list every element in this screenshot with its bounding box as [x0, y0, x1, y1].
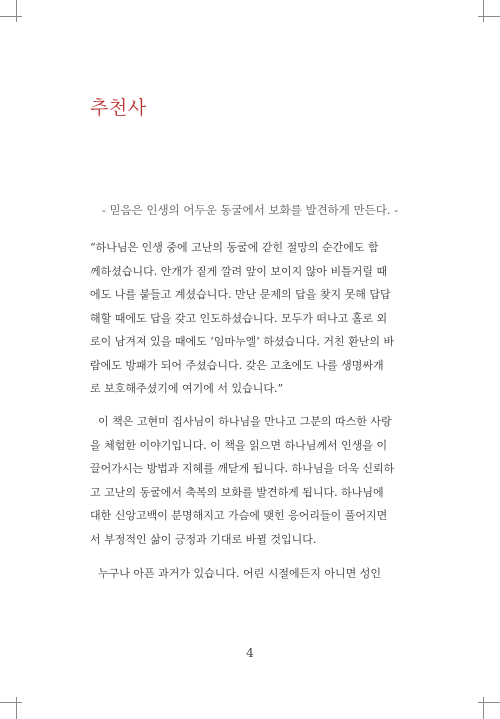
- paragraph-line: 대한 신앙고백이 분명해지고 가슴에 맺힌 응어리들이 풀어지면: [90, 509, 388, 522]
- crop-mark-top-right: [483, 0, 484, 22]
- crop-mark-left-bottom: [0, 702, 22, 703]
- paragraph-line: “하나님은 인생 중에 고난의 동굴에 갇힌 절망의 순간에도 함: [90, 241, 379, 254]
- paragraph-line: 누구나 아픈 과거가 있습니다. 어린 시절에든지 아니면 성인: [98, 567, 381, 580]
- crop-mark-bottom-left: [16, 697, 17, 719]
- crop-mark-right-top: [478, 16, 500, 17]
- paragraph-line: 이 책은 고현미 집사님이 하나님을 만나고 그분의 따스한 사랑: [98, 415, 392, 428]
- paragraph-line: 해할 때에도 답을 갖고 인도하셨습니다. 모두가 떠나고 홀로 외: [90, 311, 388, 325]
- page-number: 4: [246, 646, 254, 660]
- crop-mark-left-top: [0, 16, 22, 17]
- paragraph-painful-past: [90, 562, 410, 586]
- paragraph-book-introduction: [90, 410, 410, 551]
- crop-mark-bottom-right: [483, 697, 484, 719]
- crop-mark-right-bottom: [478, 702, 500, 703]
- paragraph-line: 서 부정적인 삶이 긍정과 기대로 바뀔 것입니다.: [90, 532, 317, 546]
- paragraph-testimony-quote: [90, 236, 410, 401]
- paragraph-line: 람에도 방패가 되어 주셨습니다. 갖은 고초에도 나를 생명싸개: [90, 358, 384, 372]
- paragraph-line: 로 보호해주셨기에 여기에 서 있습니다.”: [90, 382, 284, 395]
- paragraph-line: 로이 남겨져 있을 때에도 ‘임마누엘’ 하셨습니다. 거친 환난의 바: [90, 335, 395, 348]
- paragraph-line: 에도 나를 붙들고 계셨습니다. 만난 문제의 답을 찾지 못해 답답: [90, 288, 391, 301]
- paragraph-line: 고 고난의 동굴에서 축복의 보화를 발견하게 됩니다. 하나님에: [90, 485, 384, 499]
- paragraph-line: 께하셨습니다. 안개가 짙게 깔려 앞이 보이지 않아 비틀거릴 때: [90, 264, 388, 278]
- paragraph-line: 끌어가시는 방법과 지혜를 깨닫게 됩니다. 하나님을 더욱 신뢰하: [90, 462, 395, 475]
- crop-mark-top-left: [16, 0, 17, 22]
- epigraph: - 믿음은 인생의 어두운 동굴에서 보화를 발견하게 만든다. -: [101, 203, 399, 217]
- section-title: 추천사: [90, 97, 147, 119]
- paragraph-line: 을 체험한 이야기입니다. 이 책을 읽으면 하나님께서 인생을 이: [90, 438, 388, 452]
